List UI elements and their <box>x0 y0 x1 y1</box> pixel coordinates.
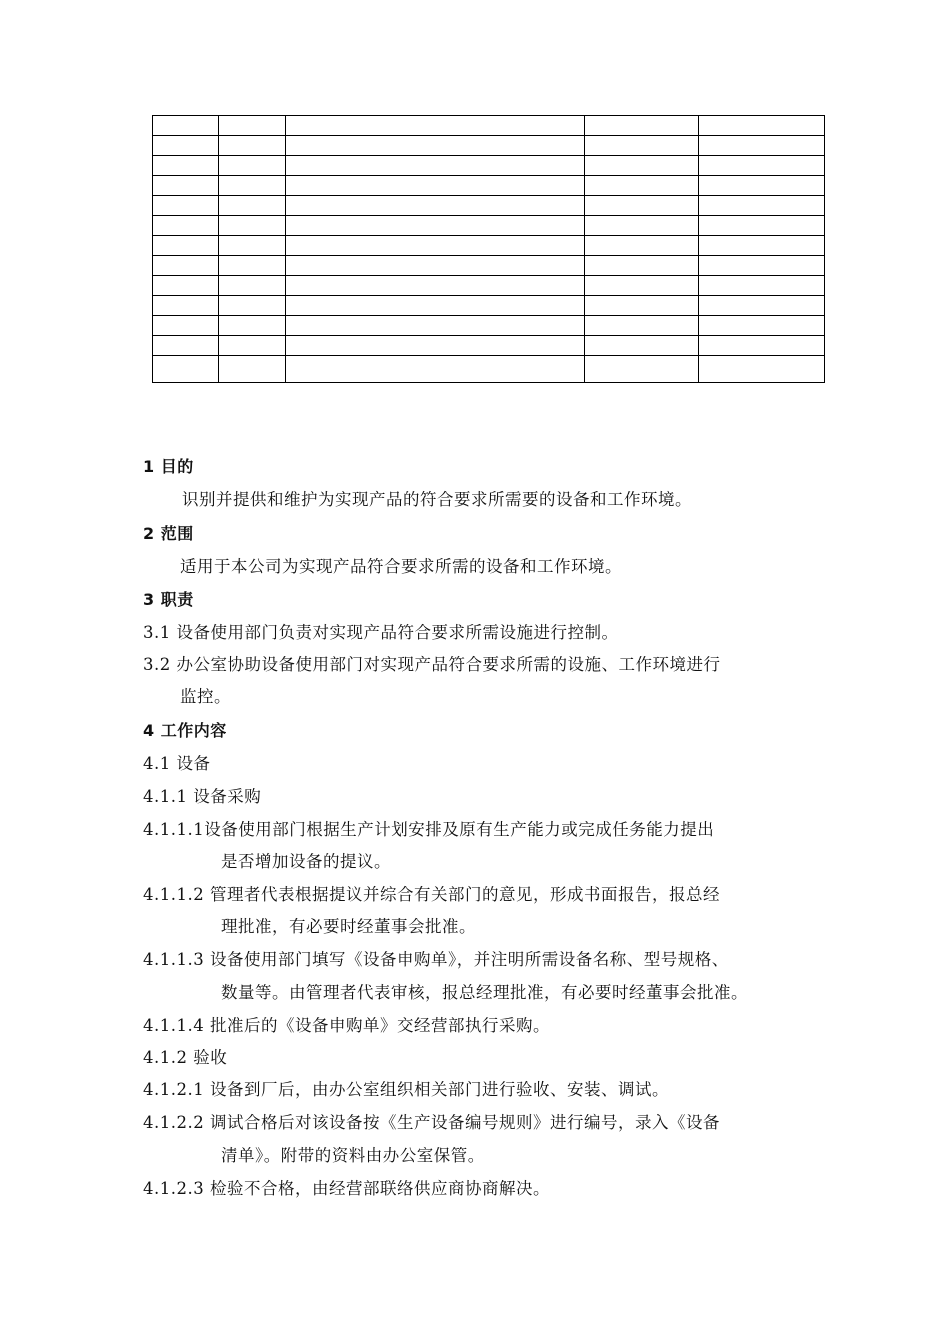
revision-table-row <box>153 296 825 316</box>
revision-table-cell <box>585 156 699 176</box>
revision-table-row <box>153 276 825 296</box>
section-4-1-2-3-text: 4.1.2.3 检验不合格，由经营部联络供应商协商解决。 <box>143 1179 550 1198</box>
revision-table-cell <box>153 256 219 276</box>
revision-table-cell <box>219 316 286 336</box>
section-3-1-text: 3.1 设备使用部门负责对实现产品符合要求所需设施进行控制。 <box>143 623 619 642</box>
section-4-1-1-4-text: 4.1.1.4 批准后的《设备申购单》交经营部执行采购。 <box>143 1016 550 1035</box>
section-4-1-1-2-line1: 4.1.1.2 管理者代表根据提议并综合有关部门的意见，形成书面报告，报总经 <box>143 885 720 904</box>
revision-table-cell <box>699 196 825 216</box>
revision-table-cell <box>585 216 699 236</box>
revision-table-row <box>153 336 825 356</box>
revision-table-cell <box>585 256 699 276</box>
revision-table-cell <box>585 296 699 316</box>
revision-table-cell <box>286 116 585 136</box>
section-4-1-1-1-line1: 4.1.1.1设备使用部门根据生产计划安排及原有生产能力或完成任务能力提出 <box>143 820 715 839</box>
revision-table-cell <box>585 116 699 136</box>
revision-table-cell <box>153 316 219 336</box>
revision-table-cell <box>153 276 219 296</box>
revision-table-cell <box>219 156 286 176</box>
revision-table-cell <box>153 236 219 256</box>
revision-table-cell <box>585 356 699 383</box>
revision-table-cell <box>585 336 699 356</box>
section-4-1-2-2-line1: 4.1.2.2 调试合格后对该设备按《生产设备编号规则》进行编号，录入《设备 <box>143 1113 720 1132</box>
revision-table-cell <box>699 296 825 316</box>
revision-table-cell <box>585 136 699 156</box>
revision-table-cell <box>219 276 286 296</box>
revision-table-cell <box>219 196 286 216</box>
revision-table-row <box>153 156 825 176</box>
revision-table-cell <box>219 336 286 356</box>
revision-table-row <box>153 116 825 136</box>
section-4-1-1-1-line2: 是否增加设备的提议。 <box>221 852 391 871</box>
revision-table-cell <box>699 116 825 136</box>
revision-table-cell <box>219 296 286 316</box>
revision-table-cell <box>699 156 825 176</box>
section-1-body: 识别并提供和维护为实现产品的符合要求所需要的设备和工作环境。 <box>182 490 692 509</box>
revision-table-cell <box>219 256 286 276</box>
revision-table-row <box>153 196 825 216</box>
revision-table-cell <box>699 216 825 236</box>
revision-table-cell <box>286 356 585 383</box>
revision-table-cell <box>699 136 825 156</box>
revision-table-row <box>153 216 825 236</box>
revision-table-cell <box>153 296 219 316</box>
section-4-1-2-2-line2: 清单》。附带的资料由办公室保管。 <box>221 1146 485 1165</box>
revision-table-cell <box>699 356 825 383</box>
revision-table-cell <box>286 176 585 196</box>
revision-table-row <box>153 256 825 276</box>
revision-table-cell <box>153 156 219 176</box>
revision-table-row <box>153 136 825 156</box>
revision-table-cell <box>153 136 219 156</box>
section-4-1-2-heading: 4.1.2 验收 <box>143 1048 228 1067</box>
revision-table-cell <box>219 116 286 136</box>
revision-table-row <box>153 176 825 196</box>
revision-table <box>152 115 825 383</box>
revision-table-cell <box>153 356 219 383</box>
section-3-heading: 3 职责 <box>143 590 194 609</box>
section-1-heading: 1 目的 <box>143 457 194 476</box>
revision-table-cell <box>286 216 585 236</box>
section-3-2-text-line1: 3.2 办公室协助设备使用部门对实现产品符合要求所需的设施、工作环境进行 <box>143 655 721 674</box>
section-4-heading: 4 工作内容 <box>143 721 227 740</box>
section-4-1-1-3-line1: 4.1.1.3 设备使用部门填写《设备申购单》，并注明所需设备名称、型号规格、 <box>143 950 729 969</box>
revision-table-row <box>153 356 825 383</box>
revision-table-cell <box>585 236 699 256</box>
section-4-1-heading: 4.1 设备 <box>143 754 211 773</box>
revision-table-cell <box>699 276 825 296</box>
revision-table-cell <box>699 316 825 336</box>
revision-table-cell <box>219 176 286 196</box>
revision-table-cell <box>286 136 585 156</box>
revision-table-cell <box>286 276 585 296</box>
revision-table-cell <box>153 116 219 136</box>
revision-table-cell <box>286 296 585 316</box>
revision-table-cell <box>153 216 219 236</box>
revision-table-cell <box>286 196 585 216</box>
revision-table-cell <box>153 196 219 216</box>
revision-table-cell <box>286 236 585 256</box>
revision-table-cell <box>585 176 699 196</box>
revision-table-cell <box>153 336 219 356</box>
revision-table-row <box>153 236 825 256</box>
revision-table-cell <box>699 256 825 276</box>
revision-table-cell <box>219 236 286 256</box>
section-4-1-1-3-line2: 数量等。由管理者代表审核，报总经理批准，有必要时经董事会批准。 <box>221 983 748 1002</box>
revision-table-cell <box>219 136 286 156</box>
revision-table-cell <box>585 276 699 296</box>
revision-table-cell <box>585 196 699 216</box>
revision-table-row <box>153 316 825 336</box>
revision-table-cell <box>286 316 585 336</box>
revision-table-cell <box>699 176 825 196</box>
section-4-1-2-1-text: 4.1.2.1 设备到厂后，由办公室组织相关部门进行验收、安装、调试。 <box>143 1080 669 1099</box>
revision-table-cell <box>219 216 286 236</box>
section-3-2-text-line2: 监控。 <box>180 687 231 706</box>
revision-table-cell <box>286 156 585 176</box>
revision-table-cell <box>286 256 585 276</box>
revision-table-cell <box>699 336 825 356</box>
revision-table-cell <box>286 336 585 356</box>
section-2-heading: 2 范围 <box>143 524 194 543</box>
revision-table-cell <box>585 316 699 336</box>
revision-table-cell <box>219 356 286 383</box>
revision-table-cell <box>699 236 825 256</box>
revision-table-body <box>153 116 825 383</box>
section-4-1-1-heading: 4.1.1 设备采购 <box>143 787 262 806</box>
section-4-1-1-2-line2: 理批准，有必要时经董事会批准。 <box>221 917 476 936</box>
revision-table-cell <box>153 176 219 196</box>
section-2-body: 适用于本公司为实现产品符合要求所需的设备和工作环境。 <box>180 557 622 576</box>
